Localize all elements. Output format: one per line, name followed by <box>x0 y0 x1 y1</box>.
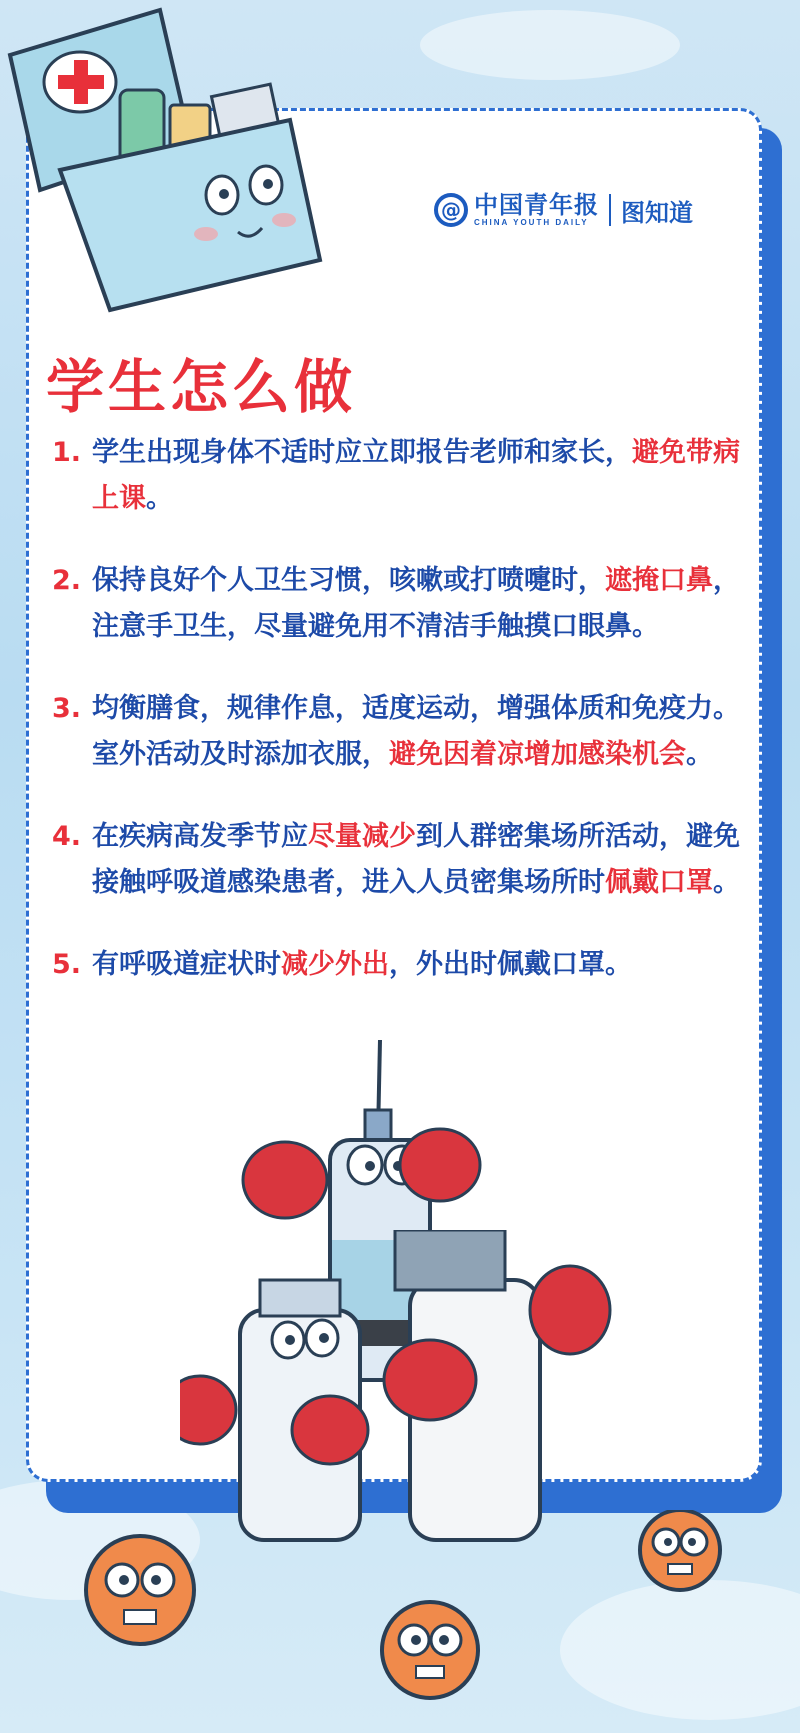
tip-number: 3. <box>52 693 82 724</box>
tip-highlight: 避免因着凉增加感染机会 <box>389 739 686 770</box>
tip-segment: 均衡膳食，规律作息，适度运动，增强体质和免疫力。室外活动及时添加衣服， <box>92 693 740 770</box>
tip-number: 2. <box>52 565 82 596</box>
tip-number: 5. <box>52 949 82 980</box>
tip-item <box>52 942 752 988</box>
virus-character <box>382 1602 478 1698</box>
tip-item <box>52 686 752 778</box>
tip-text <box>92 814 744 906</box>
brand-english: CHINA YOUTH DAILY <box>474 218 589 227</box>
tip-segment: 有呼吸道症状时 <box>92 949 281 980</box>
tip-segment: 。 <box>713 867 740 898</box>
brand-name: 中国青年报 <box>474 191 599 219</box>
page-title: 学生怎么做 <box>46 353 357 421</box>
tip-item <box>52 430 752 522</box>
tip-highlight: 减少外出 <box>281 949 389 980</box>
logo-divider <box>609 194 611 226</box>
tip-segment: ，注意手卫生，尽量避免用不清洁手触摸口眼鼻。 <box>92 565 740 642</box>
tip-highlight: 避免带病上课 <box>92 437 740 514</box>
tip-number: 4. <box>52 821 82 852</box>
tip-text <box>92 686 744 778</box>
tip-number: 1. <box>52 437 82 468</box>
tip-segment: 学生出现身体不适时应立即报告老师和家长， <box>92 437 632 468</box>
brand-column: 图知道 <box>621 198 693 227</box>
at-icon: @ <box>434 193 468 227</box>
tip-segment: 在疾病高发季节应 <box>92 821 308 852</box>
virus-character <box>640 1510 720 1590</box>
tip-highlight: 遮掩口鼻 <box>605 565 713 596</box>
tips-list <box>52 430 752 1024</box>
cloud-decoration <box>420 10 680 80</box>
tip-segment: 保持良好个人卫生习惯，咳嗽或打喷嚏时， <box>92 565 605 596</box>
brand-logo <box>434 190 693 230</box>
tip-item <box>52 814 752 906</box>
tip-text <box>92 942 744 988</box>
tip-highlight: 佩戴口罩 <box>605 867 713 898</box>
tip-segment: ，外出时佩戴口罩。 <box>389 949 632 980</box>
tip-segment: 。 <box>146 483 173 514</box>
virus-character <box>86 1536 194 1644</box>
tip-segment: 到人群密集场所活动，避免接触呼吸道感染患者，进入人员密集场所时 <box>92 821 740 898</box>
first-aid-kit-illustration <box>0 0 330 320</box>
tip-segment: 。 <box>686 739 713 770</box>
virus-illustration <box>40 1510 780 1730</box>
tip-text <box>92 558 744 650</box>
tip-highlight: 尽量减少 <box>308 821 416 852</box>
tip-item <box>52 558 752 650</box>
tip-text <box>92 430 744 522</box>
